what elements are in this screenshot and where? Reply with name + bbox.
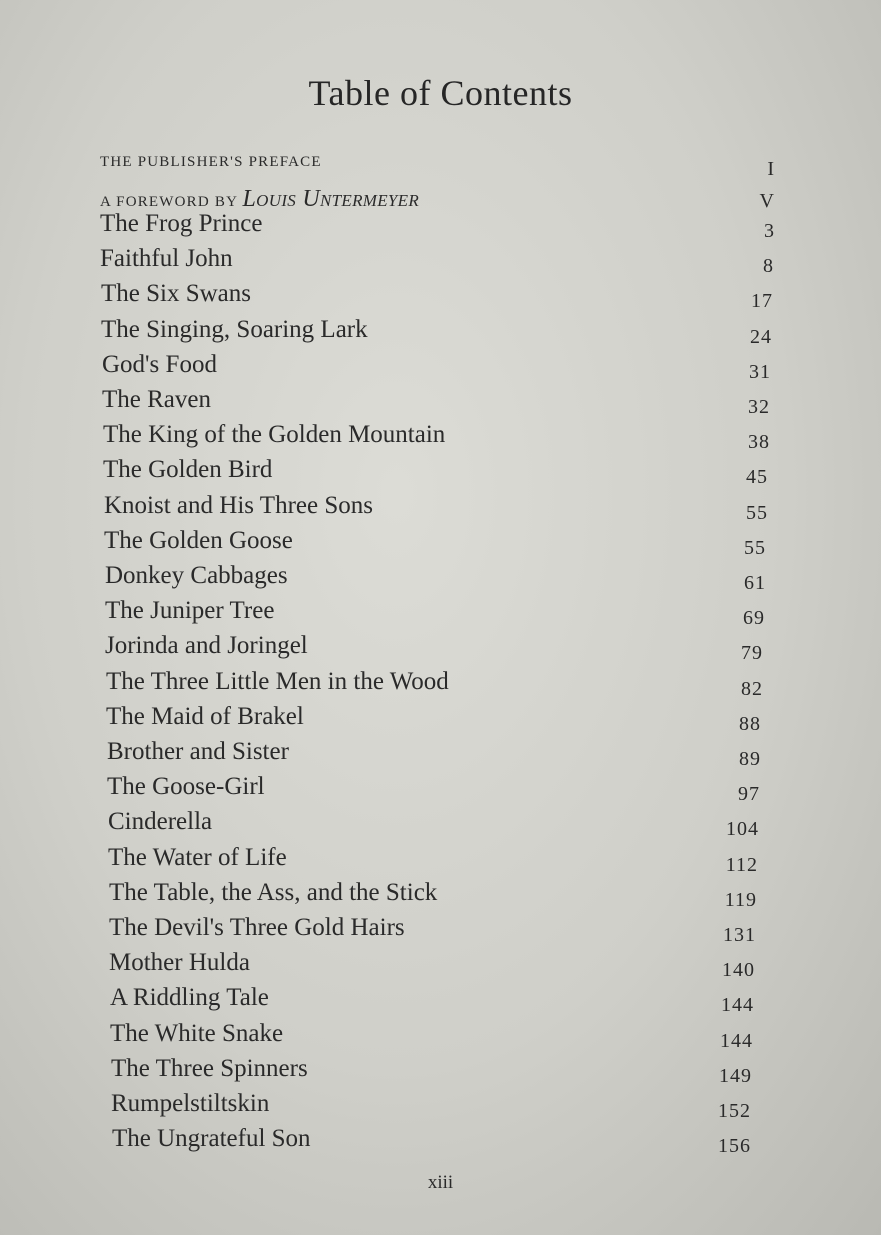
toc-entry-page: 152 [718, 1100, 751, 1122]
toc-entry-title: The Frog Prince [100, 210, 263, 237]
toc-entry-page: 149 [719, 1064, 752, 1087]
toc-entry-title: The Goose-Girl [107, 773, 265, 801]
toc-entry-title: Jorinda and Joringel [105, 632, 308, 660]
toc-row [102, 351, 771, 387]
toc-entry-title: The Six Swans [101, 280, 251, 308]
toc-entry-page: 104 [726, 818, 759, 841]
toc-row [108, 808, 759, 844]
toc-entry-page: 17 [751, 290, 773, 313]
foreword-author: Louis Untermeyer [242, 186, 420, 212]
toc-entry-title: The Ungrateful Son [112, 1125, 311, 1153]
toc-entry-title: Knoist and His Three Sons [104, 491, 373, 519]
toc-row [107, 773, 760, 809]
toc-row [112, 1125, 751, 1161]
toc-entry-title: The Raven [102, 386, 211, 413]
toc-row [101, 316, 772, 352]
toc-entry-title: The White Snake [110, 1019, 284, 1047]
toc-entry-title: A Riddling Tale [110, 984, 269, 1012]
toc-entry-page: 88 [739, 712, 761, 735]
toc-entry-page: 69 [743, 607, 765, 630]
toc-row [104, 527, 766, 563]
toc-entry-title: The Maid of Brakel [106, 702, 304, 730]
toc-entry-page: 140 [722, 959, 755, 982]
toc-row [107, 738, 761, 774]
toc-entry-page: 61 [744, 572, 766, 594]
toc-entry-page: 55 [746, 501, 768, 524]
toc-entry-page: 144 [720, 1029, 753, 1052]
toc-row [109, 879, 757, 915]
toc-entry-title: Mother Hulda [109, 949, 250, 977]
toc-entry-title: Brother and Sister [107, 738, 289, 765]
toc-row [106, 703, 761, 739]
toc-entry-title: The King of the Golden Mountain [103, 421, 446, 449]
toc-row [105, 632, 763, 668]
toc-entry-page: 144 [721, 994, 754, 1017]
toc-row [111, 1055, 752, 1091]
toc-entry-page: 3 [764, 220, 775, 242]
toc-entry-title: Donkey Cabbages [105, 562, 288, 589]
toc-entry-page: 131 [723, 924, 756, 946]
toc-row [108, 844, 758, 880]
toc-row [104, 492, 768, 528]
foreword-prefix: A FOREWORD BY [100, 194, 238, 210]
page-title: Table of Contents [308, 73, 573, 113]
toc-entry-page: 31 [749, 360, 771, 383]
toc-row [110, 984, 754, 1020]
toc-entry-page: 82 [741, 677, 763, 700]
toc-entry-page: 79 [741, 642, 763, 665]
toc-entry-page: 119 [724, 888, 757, 911]
toc-row [109, 914, 756, 950]
toc-entry-title: THE PUBLISHER'S PREFACE [100, 154, 322, 170]
toc-row [103, 421, 770, 457]
toc-entry-title: The Devil's Three Gold Hairs [109, 914, 405, 941]
toc-entry-title: The Table, the Ass, and the Stick [109, 878, 438, 906]
toc-entry-title: Faithful John [100, 245, 233, 273]
toc-row [105, 562, 766, 598]
toc-entry-page: 45 [746, 466, 768, 489]
page-number: xiii [427, 1172, 454, 1193]
toc-entry-page: 8 [763, 255, 774, 278]
toc-entry-page: 24 [750, 325, 772, 348]
toc-entry-title: God's Food [102, 350, 217, 378]
toc-entry-title: The Water of Life [108, 843, 287, 871]
toc-entry-title: The Golden Goose [104, 526, 293, 554]
toc-entry-title: The Three Spinners [111, 1054, 308, 1082]
toc-entry-page: I [767, 158, 775, 180]
toc-row [101, 280, 773, 316]
toc-row [100, 245, 774, 281]
toc-entry-page: 55 [744, 536, 766, 559]
toc-entry-page: 32 [748, 396, 770, 418]
toc-entry-title: Rumpelstiltskin [111, 1090, 270, 1117]
toc-entry-page: 112 [725, 853, 758, 876]
toc-row [111, 1090, 751, 1126]
toc-row [102, 386, 770, 422]
toc-row [109, 949, 755, 985]
toc-row [106, 668, 763, 704]
toc-row [100, 210, 775, 246]
toc-entry-title: The Singing, Soaring Lark [101, 315, 368, 343]
toc-entry-title: The Golden Bird [103, 456, 273, 484]
toc-entry-page: 38 [748, 431, 770, 454]
toc-entry-title [100, 186, 419, 213]
toc-entry-page: 89 [739, 748, 761, 770]
toc-row [110, 1020, 753, 1056]
toc-entry-title: The Juniper Tree [105, 597, 275, 625]
toc-entry-page: 97 [738, 783, 760, 806]
toc-entry-page: 156 [718, 1135, 751, 1158]
toc-entry-title: The Three Little Men in the Wood [106, 667, 449, 695]
toc-row [103, 456, 768, 492]
toc-entry-page: V [759, 190, 775, 212]
toc-entry-title: Cinderella [108, 808, 213, 836]
toc-row [105, 597, 765, 633]
toc-row-publishers-preface [100, 148, 775, 184]
